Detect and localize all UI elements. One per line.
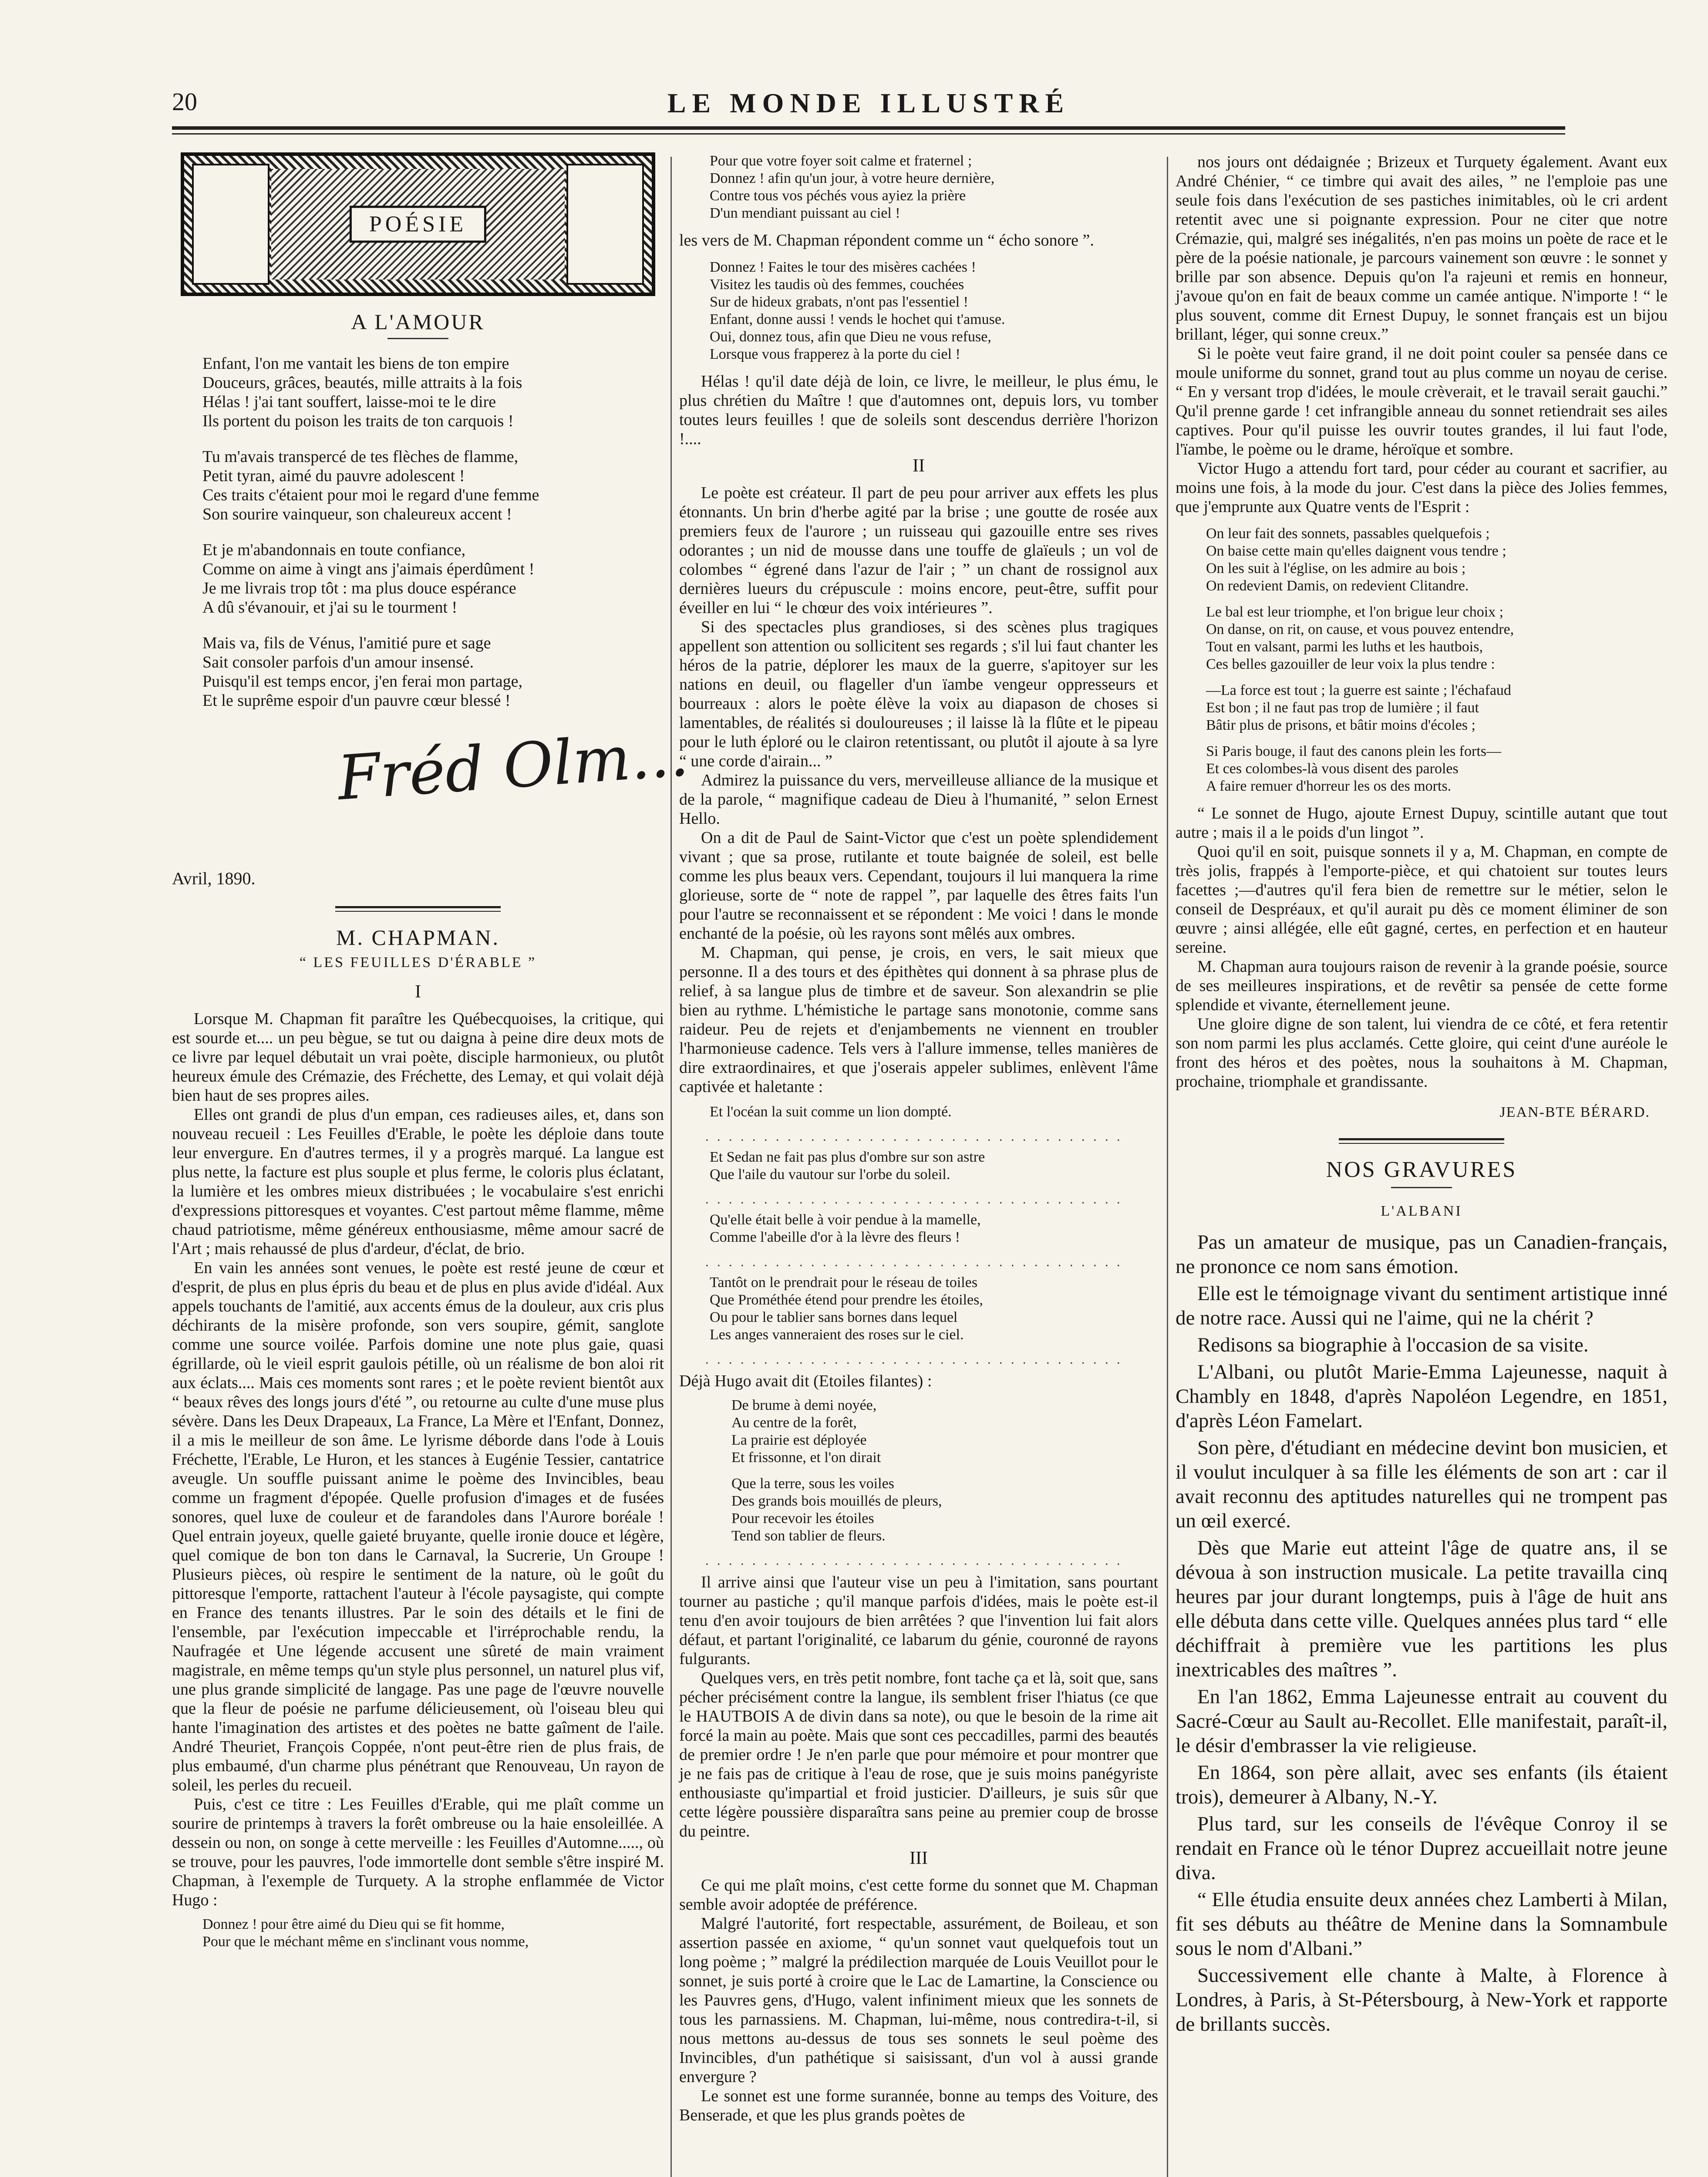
verse-line: Et ces colombes-là vous disent des paroles <box>1206 761 1459 777</box>
verse-line: Pour que votre foyer soit calme et fraternel ; <box>710 153 972 169</box>
section-number: II <box>913 456 925 476</box>
verse-line: On redevient Damis, on redevient Clitandre. <box>1206 578 1469 594</box>
article-body <box>1176 804 1668 1091</box>
section-number: III <box>910 1848 928 1868</box>
ellipsis-line: . . . . . . . . . . . . . . . . . . . . . . . . . . . . . . . . . . . . <box>705 1192 1123 1206</box>
article-body <box>679 1573 1158 1841</box>
article-body <box>679 231 1158 250</box>
paragraph: Ce qui me plaît moins, c'est cette forme du sonnet que M. Chapman semble avoir adoptée de préférence. <box>679 1876 1158 1914</box>
verse-line: Qu'elle était belle à voir pendue à la mamelle, <box>710 1212 981 1228</box>
quote <box>202 1916 664 1951</box>
verse-line: —La force est tout ; la guerre est sainte ; l'échafaud <box>1206 682 1511 698</box>
paragraph: Le poète est créateur. Il part de peu pour arriver aux effets les plus étonnants. Un brin d'herbe agité par la brise ; une goutte de rosée aux premiers feux de l'aurore ; un ruisseau qui gazouille entre ses rives odorantes ; un nid de mousse dans une touffe de glaïeuls ; un vol de colombes “ égrené dans l'azur de l'air ; ” un chant de rossignol aux dernières lueurs du crépuscule : moins encore, peut-être, suffit pour éveiller en lui “ le chœur des voix intérieures ”. <box>679 484 1158 617</box>
stanza <box>1206 682 1668 734</box>
paragraph: Redisons sa biographie à l'occasion de sa visite. <box>1197 1334 1589 1356</box>
paragraph: Admirez la puissance du vers, merveilleuse alliance de la musique et de la parole, “ magnifique cadeau de Dieu à l'humanité, ” selon Ernest Hello. <box>679 771 1158 828</box>
divider <box>1339 1143 1504 1144</box>
paragraph: Son père, d'étudiant en médecine devint bon musicien, et il voulut inculquer à sa fille les éléments de son art : car il avait reconnu des aptitudes naturelles qui ne trompent pas un œil exercé. <box>1176 1436 1668 1532</box>
stanza <box>202 447 664 524</box>
column-1 <box>172 152 691 1959</box>
column-divider <box>1167 157 1168 2177</box>
paragraph: En l'an 1862, Emma Lajeunesse entrait au couvent du Sacré-Cœur au Sault au-Recollet. Elle manifestait, paraît-il, le désir d'embrasser la vie religieuse. <box>1176 1685 1668 1757</box>
verse-line: Puisqu'il est temps encor, j'en ferai mon partage, <box>202 672 523 691</box>
verse-line: De brume à demi noyée, <box>731 1397 877 1413</box>
stanza <box>202 1916 664 1951</box>
stanza <box>202 354 664 431</box>
stanza <box>1206 525 1668 595</box>
verse-line: Enfant, l'on me vantait les biens de ton empire <box>202 354 509 373</box>
verse-line: Comme l'abeille d'or à la lèvre des fleurs ! <box>710 1229 960 1245</box>
stanza <box>710 259 1158 363</box>
verse-line: On leur fait des sonnets, passables quelquefois ; <box>1206 526 1490 542</box>
paragraph: L'Albani, ou plutôt Marie-Emma Lajeunesse, naquit à Chambly en 1848, d'après Napoléon Legendre, en 1851, d'après Léon Famelart. <box>1176 1361 1668 1432</box>
paragraph: Victor Hugo a attendu fort tard, pour céder au courant et sacrifier, au moins une fois, à la mode du jour. C'est dans la pièce des Jolies femmes, que j'emprunte aux Quatre vents de l'Esprit : <box>1176 459 1668 516</box>
verse-line: D'un mendiant puissant au ciel ! <box>710 205 900 221</box>
paragraph: Pas un amateur de musique, pas un Canadien-français, ne prononce ce nom sans émotion. <box>1176 1231 1668 1278</box>
paragraph: Quoi qu'il en soit, puisque sonnets il y a, M. Chapman, en compte de très jolis, frappés à l'emporte-pièce, et qui chatoient sur toutes leurs facettes ;—d'autres qu'il fera bien de remettre sur le métier, selon le conseil de Despréaux, et qu'il aurait pu dès ce moment éliminer de son œuvre ; ainsi allégée, elle eût gagné, certes, en perfection et en hauteur sereine. <box>1176 842 1668 957</box>
verse-line: Tu m'avais transpercé de tes flèches de flamme, <box>202 448 519 466</box>
article-body <box>172 1009 664 1910</box>
stanza <box>202 540 664 617</box>
verse-line: Bâtir plus de prisons, et bâtir moins d'écoles ; <box>1206 717 1476 733</box>
author-signoff: JEAN-BTE BÉRARD. <box>1499 1104 1650 1120</box>
verse-line: Que Prométhée étend pour prendre les étoiles, <box>710 1292 983 1308</box>
verse-line: A dû s'évanouir, et j'ai su le tourment ! <box>202 598 458 617</box>
poem <box>202 354 664 710</box>
quote-group <box>679 1103 1158 1367</box>
article-title: M. CHAPMAN. <box>336 925 500 950</box>
verse-line: Petit tyran, aimé du pauvre adolescent ! <box>202 467 465 485</box>
paragraph: nos jours ont dédaignée ; Brizeux et Turquety également. Avant eux André Chénier, “ ce timbre qui avait des ailes, ” ne l'emploie pas une seule fois dans l'exécution de ses pastiches inimitables, où le cri ardent retentit avec une si poignante expression. Pour ne citer que notre Crémazie, qui, malgré ses inégalités, n'en pas moins un poète de race et le père de la poésie nationale, je parcours vainement son œuvre : le sonnet y brille par son absence. Depuis qu'on l'a rajeuni et remis en honneur, j'avoue qu'on en fait de beaux comme un camée antique. N'importe ! “ le plus souvent, comme dit Ernest Dupuy, le sonnet français est un bijou brillant, léger, qui sonne creux.” <box>1176 153 1668 344</box>
article-body <box>1176 152 1668 516</box>
stanza <box>710 1274 1158 1344</box>
ellipsis-line: . . . . . . . . . . . . . . . . . . . . . . . . . . . . . . . . . . . . <box>705 1129 1123 1144</box>
paragraph: Elles ont grandi de plus d'un empan, ces radieuses ailes, et, dans son nouveau recueil : Les Feuilles d'Erable, le poète les déploie dans toute leur envergure. En d'autres termes, il y a progrès marqué. La langue est plus nette, la facture est plus souple et plus ferme, le coloris plus éclatant, la lumière et les ombres mieux distribuées ; le vocabulaire s'est enrichi d'expressions pittoresques et voyantes. C'est partout même flamme, même chaud patriotisme, même généreux enthousiasme, même amour sacré de l'Art ; mais rehaussé de plus d'ardeur, d'éclat, de brio. <box>172 1105 664 1258</box>
verse-line: Oui, donnez tous, afin que Dieu ne vous refuse, <box>710 329 991 345</box>
verse-line: Visitez les taudis où des femmes, couchées <box>710 276 964 293</box>
verse-line: Enfant, donne aussi ! vends le hochet qui t'amuse. <box>710 311 1005 327</box>
stanza <box>731 1397 1158 1466</box>
verse-line: Tout en valsant, parmi les luths et les hautbois, <box>1206 639 1483 655</box>
paragraph: “ Elle étudia ensuite deux années chez Lamberti à Milan, fit ses débuts au théâtre de Menine dans la Somnambule sous le nom d'Albani.” <box>1176 1888 1668 1960</box>
article-body <box>1176 1230 1668 2036</box>
verse-line: Si Paris bouge, il faut des canons plein les forts— <box>1206 743 1502 759</box>
poem-title: A L'AMOUR <box>351 310 485 334</box>
stanza <box>710 1211 1158 1246</box>
ellipsis-line: . . . . . . . . . . . . . . . . . . . . . . . . . . . . . . . . . . . . <box>705 1255 1123 1269</box>
verse-line: Comme on aime à vingt ans j'aimais éperdûment ! <box>202 560 535 578</box>
ellipsis-line: . . . . . . . . . . . . . . . . . . . . . . . . . . . . . . . . . . . . <box>705 1554 1123 1568</box>
paragraph: En 1864, son père allait, avec ses enfants (ils étaient trois), demeurer à Albany, N.-Y. <box>1176 1761 1668 1808</box>
verse-line: On les suit à l'église, on les admire au bois ; <box>1206 560 1466 576</box>
section-title-nos-gravures: NOS GRAVURES <box>1326 1157 1517 1182</box>
paragraph: M. Chapman aura toujours raison de revenir à la grande poésie, source de ses meilleures inspirations, et de revêtir sa pensée de cette forme splendide et vivante, éternellement jeune. <box>1176 957 1668 1014</box>
article-body <box>679 1372 1158 1391</box>
stanza <box>710 1149 1158 1183</box>
banner-figure-left-icon <box>192 164 270 285</box>
stanza <box>710 1103 1158 1121</box>
article-body <box>679 483 1158 1096</box>
poem-date: Avril, 1890. <box>172 869 256 888</box>
quote <box>710 1149 1158 1183</box>
paragraph: Une gloire digne de son talent, lui viendra de ce côté, et fera retentir son nom parmi les plus acclamés. Cette gloire, qui ceint d'une auréole le front des héros et des poètes, nous la souhaitons à M. Chapman, prochaine, triomphale et grandissante. <box>1176 1015 1668 1091</box>
column-3 <box>1176 152 1668 2039</box>
verse-line: Les anges vanneraient des roses sur le ciel. <box>710 1327 964 1343</box>
verse-line: Et je m'abandonnais en toute confiance, <box>202 541 466 559</box>
divider <box>1391 1187 1452 1188</box>
quote <box>710 259 1158 363</box>
article-body <box>679 1876 1158 2125</box>
divider <box>335 911 501 912</box>
verse-line: Donnez ! pour être aimé du Dieu qui se fit homme, <box>202 1916 505 1932</box>
verse-line: Et frissonne, et l'on dirait <box>731 1449 881 1466</box>
paragraph: Dès que Marie eut atteint l'âge de quatre ans, il se dévoua à son instruction musicale. La petite travailla cinq heures par jour durant longtemps, puis à l'âge de huit ans elle débuta dans cette ville. Quelques années plus tard “ elle déchiffrait à première vue les partitions les plus inextricables des maîtres ”. <box>1176 1537 1668 1681</box>
verse-line: Pour que le méchant même en s'inclinant vous nomme, <box>202 1934 529 1950</box>
banner-label: POÉSIE <box>350 206 486 243</box>
paragraph: Lorsque M. Chapman fit paraître les Québecquoises, la critique, qui est sourde et.... un peu bègue, se tut ou daigna à peine dire deux mots de ce livre par lequel débutait un vrai poète, disciple harmonieux, ou plutôt heureux émule des Crémazie, des Fréchette, des Lemay, et qui volait déjà bien haut de ses propres ailes. <box>172 1010 664 1105</box>
paragraph: “ Le sonnet de Hugo, ajoute Ernest Dupuy, scintille autant que tout autre ; mais il a le poids d'un lingot ”. <box>1176 804 1668 842</box>
verse-line: Sait consoler parfois d'un amour insensé. <box>202 653 474 671</box>
paragraph: Il arrive ainsi que l'auteur vise un peu à l'imitation, sans pourtant tourner au pastiche ; qu'il manque parfois d'idées, mais le poète est-il tenu d'en avoir toujours de bien arrêtées ? que l'invention lui fait alors défaut, et partant l'originalité, ce labarum du génie, couronné de rayons fulgurants. <box>679 1573 1158 1668</box>
verse-line: Et Sedan ne fait pas plus d'ombre sur son astre <box>710 1149 985 1165</box>
verse-line: A faire remuer d'horreur les os des morts. <box>1206 778 1452 794</box>
quote <box>710 152 1158 222</box>
verse-line: Est bon ; il ne faut pas trop de lumière ; il faut <box>1206 700 1479 716</box>
verse-line: Hélas ! j'ai tant souffert, laisse-moi te le dire <box>202 393 496 411</box>
verse-line: Que la terre, sous les voiles <box>731 1476 894 1492</box>
signature: Fréd Olm... <box>335 719 691 814</box>
article-subtitle: “ LES FEUILLES D'ÉRABLE ” <box>299 954 537 971</box>
stanza <box>710 152 1158 222</box>
column-2 <box>679 152 1158 2125</box>
verse-line: Pour recevoir les étoiles <box>731 1510 874 1527</box>
page-header <box>172 83 1565 144</box>
paragraph: On a dit de Paul de Saint-Victor que c'est un poète splendidement vivant ; que sa prose, rutilante et toute baignée de soleil, est belle comme les plus beaux vers. Cependant, toujours il lui manquera la rime glorieuse, sorte de “ note de rappel ”, par laquelle des êtres faits l'un pour l'autre se reconnaissent et se répondent : Me voici ! dans le monde enchanté de la poésie, où les rayons sont mêlés aux ombres. <box>679 829 1158 943</box>
section-subtitle: L'ALBANI <box>1381 1203 1462 1219</box>
quote <box>710 1274 1158 1344</box>
verse-line: Donnez ! Faites le tour des misères cachées ! <box>710 259 976 275</box>
paragraph: Si des spectacles plus grandioses, si des scènes plus tragiques appellent son attention ou sollicitent ses regards ; s'il lui faut chanter les héros de la patrie, déplorer les maux de la guerre, s'apitoyer sur les nations en deuil, ou flageller d'un ïambe vengeur oppresseurs et bourreaux : alors le poète élève la voix au diapason de choses si lamentables, de réalités si douloureuses ; il laisse là la flûte et le pipeau pour le luth éploré ou le clairon retentissant, ou plutôt il ajoute à sa lyre “ une corde d'airain... ” <box>679 618 1158 770</box>
quote <box>1206 525 1668 795</box>
stanza <box>1206 743 1668 795</box>
verse-line: La prairie est déployée <box>731 1432 867 1448</box>
quote <box>710 1103 1158 1121</box>
header-rule-thin <box>172 133 1565 135</box>
poesie-banner <box>181 152 655 296</box>
verse-line: Tantôt on le prendrait pour le réseau de toiles <box>710 1274 978 1291</box>
divider <box>1339 1138 1504 1140</box>
paragraph: Malgré l'autorité, fort respectable, assurément, de Boileau, et son assertion passée en axiome, “ qu'un sonnet vaut quelquefois tout un long poème ; ” malgré la prédilection marquée de Louis Veuillot pour le sonnet, je suis porté à croire que le Lac de Lamartine, la Conscience ou les Pauvres gens, d'Hugo, valent infiniment mieux que les sonnets de tous les parnassiens. M. Chapman, lui-même, nous contredira-t-il, si nous mettons au-dessus de tous ses sonnets le seul poème des Invincibles, d'un pathétique si saisissant, d'un vol à aussi grande envergure ? <box>679 1914 1158 2086</box>
verse-line: Ils portent du poison les traits de ton carquois ! <box>202 412 514 430</box>
verse-line: Mais va, fils de Vénus, l'amitié pure et sage <box>202 634 491 652</box>
verse-line: Lorsque vous frapperez à la porte du ciel ! <box>710 346 960 362</box>
verse-line: Le bal est leur triomphe, et l'on brigue leur choix ; <box>1206 604 1504 620</box>
paragraph: les vers de M. Chapman répondent comme un “ écho sonore ”. <box>679 231 1094 249</box>
verse-line: Ces traits c'étaient pour moi le regard d'une femme <box>202 486 539 504</box>
ellipsis-line: . . . . . . . . . . . . . . . . . . . . . . . . . . . . . . . . . . . . <box>705 1352 1123 1367</box>
paragraph: Puis, c'est ce titre : Les Feuilles d'Erable, qui me plaît comme un sourire de printemps à travers la forêt ombreuse ou la haie ensoleillée. A dessein ou non, on songe à cette merveille : les Feuilles d'Automne....., où se trouve, pour les pauvres, l'ode immortelle dont semble s'être inspiré M. Chapman, à l'exemple de Turquety. A la strophe enflammée de Victor Hugo : <box>172 1795 664 1909</box>
column-divider <box>670 157 672 2177</box>
page-number: 20 <box>172 88 197 116</box>
stanza <box>1206 603 1668 673</box>
paragraph: Quelques vers, en très petit nombre, font tache ça et là, soit que, sans pécher précisément contre la langue, ils semblent friser l'hiatus (ce que le HAUTBOIS A de divin dans sa note), ou que le besoin de la rime ait forcé la main au poète. Mais que sont ces peccadilles, parmi des beautés de premier ordre ! Je n'en parle que pour mémoire et pour montrer que je ne fais pas de critique à l'eau de rose, que je suis moins panégyriste enthousiaste qu'impartial et froid justicier. D'ailleurs, je suis sûr que cette légère poussière disparaîtra sans peine au premier coup de brosse du peintre. <box>679 1669 1158 1840</box>
quote <box>731 1397 1158 1545</box>
section-number: I <box>415 982 421 1002</box>
verse-line: Et le suprême espoir d'un pauvre cœur blessé ! <box>202 691 511 710</box>
stanza <box>731 1475 1158 1545</box>
paragraph: Plus tard, sur les conseils de l'évêque Conroy il se rendait en France où le ténor Duprez accueillait notre jeune diva. <box>1176 1813 1668 1884</box>
verse-line: On baise cette main qu'elles daignent vous tendre ; <box>1206 543 1506 559</box>
paragraph: Déjà Hugo avait dit (Etoiles filantes) : <box>679 1372 932 1390</box>
verse-line: On danse, on rit, on cause, et vous pouvez entendre, <box>1206 621 1514 637</box>
article-body <box>679 372 1158 448</box>
verse-line: Ces belles gazouiller de leur voix la plus tendre : <box>1206 656 1495 672</box>
paragraph: Le sonnet est une forme surannée, bonne au temps des Voiture, des Benserade, et que les plus grands poètes de <box>679 2087 1158 2124</box>
verse-line: Je me livrais trop tôt : ma plus douce espérance <box>202 579 516 597</box>
verse-line: Sur de hideux grabats, n'ont pas l'essentiel ! <box>710 294 968 310</box>
verse-line: Au centre de la forêt, <box>731 1415 857 1431</box>
verse-line: Que l'aile du vautour sur l'orbe du soleil. <box>710 1166 950 1183</box>
verse-line: Donnez ! afin qu'un jour, à votre heure dernière, <box>710 170 995 186</box>
verse-line: Son sourire vainqueur, son chaleureux accent ! <box>202 505 512 523</box>
verse-line: Et l'océan la suit comme un lion dompté. <box>710 1104 952 1120</box>
journal-title: LE MONDE ILLUSTRÉ <box>667 88 1070 118</box>
paragraph: Si le poète veut faire grand, il ne doit point couler sa pensée dans ce moule uniforme du sonnet, grand tout au plus comme un noyau de cerise. “ En y versant trop d'idées, le moule crèverait, et le travail serait gauchi.” Qu'il prenne garde ! cet infrangible anneau du sonnet retiendrait ses ailes captives. Pour qu'il puisse les ouvrir toutes grandes, il lui faut l'ode, l'ïambe, le poème ou le drame, héroïque et sombre. <box>1176 344 1668 458</box>
verse-line: Contre tous vos péchés vous ayiez la prière <box>710 188 966 204</box>
paragraph: Hélas ! qu'il date déjà de loin, ce livre, le meilleur, le plus ému, le plus chrétien du Maître ! que d'automnes ont, depuis lors, vu tomber toutes leurs feuilles ! que de soleils sont descendus derrière l'horizon !.... <box>679 372 1158 448</box>
stanza <box>202 634 664 710</box>
paragraph: Elle est le témoignage vivant du sentiment artistique inné de notre race. Aussi qui ne l'aime, qui ne la chérit ? <box>1176 1282 1668 1329</box>
verse-line: Des grands bois mouillés de pleurs, <box>731 1493 942 1509</box>
quote <box>710 1211 1158 1246</box>
header-rule <box>172 126 1565 130</box>
verse-line: Tend son tablier de fleurs. <box>731 1528 886 1544</box>
divider <box>387 338 448 339</box>
paragraph: Successivement elle chante à Malte, à Florence à Londres, à Paris, à St-Pétersbourg, à New-York et rapporte de brillants succès. <box>1176 1964 1668 2035</box>
verse-line: Douceurs, grâces, beautés, mille attraits à la fois <box>202 374 522 392</box>
paragraph: M. Chapman, qui pense, je crois, en vers, le sait mieux que personne. Il a des tours et des épithètes qui donnent à sa phrase plus de relief, à sa langue plus de timbre et de saveur. Son alexandrin se plie bien au rythme. L'hémistiche le partage sans monotonie, comme sans raideur. Peu de rejets et d'enjambements ne viennent en troubler l'harmonieuse cadence. Tels vers à l'allure immense, telles manières de dire extraordinaires, et que j'oserais appeler sublimes, enlèvent l'âme captivée et haletante : <box>679 944 1158 1096</box>
verse-line: Ou pour le tablier sans bornes dans lequel <box>710 1309 958 1325</box>
divider <box>335 906 501 908</box>
paragraph: En vain les années sont venues, le poète est resté jeune de cœur et d'esprit, de plus en plus épris du beau et de plus en plus avide d'idéal. Aux appels touchants de l'amitié, aux accents émus de la douleur, aux cris plus déchirants de la misère profonde, son vers soupire, gémit, sanglote comme une source voilée. Parfois domine une note plus gaie, quasi égrillarde, où le vieil esprit gaulois pétille, où un réalisme de bon aloi rit aux éclats.... Mais ces moments sont rares ; et le poète revient bientôt aux “ beaux rêves des longs jours d'été ”, ou retourne au culte d'une muse plus sévère. Dans les Deux Drapeaux, La France, La Mère et l'Enfant, Donnez, il a mis le meilleur de son âme. Le lyrisme déborde dans l'ode à Louis Fréchette, l'Erable, Le Huron, et les stances à Eugénie Tessier, cantatrice aveugle. Un souffle puissant anime le poème des Invincibles, beau comme un fragment d'épopée. Quelle profusion d'images et de fusées sonores, quel luxe de couleur et de farandoles dans l'Aurore boréale ! Quel entrain joyeux, quelle gaieté bruyante, quelle ironie douce et légère, quel comique de bon ton dans le Carnaval, la Sucrerie, Un Groupe ! Plusieurs pièces, où respire le sentiment de la nature, où le goût du pittoresque l'emporte, rattachent l'auteur à l'école paysagiste, qui compte en France des tenants illustres. Par le soin des détails et le fini de l'ensemble, par l'exécution impeccable et l'irréprochable rendu, la Naufragée et Une légende accusent une sûreté de main vraiment magistrale, en même temps qu'un style plus personnel, un naturel plus vif, une plus grande simplicité de langage. Pas une page de l'œuvre nouvelle que la fleur de poésie ne parfume délicieusement, où l'oiseau bleu qui hante l'imagination des artistes et des poètes ne batte gaîment de l'aile. André Theuriet, François Coppée, n'ont peut-être rien de plus frais, de plus embaumé, d'un charme plus pénétrant que Renouveau, Un rayon de soleil, les perles du recueil. <box>172 1259 664 1794</box>
banner-figure-right-icon <box>566 164 644 285</box>
